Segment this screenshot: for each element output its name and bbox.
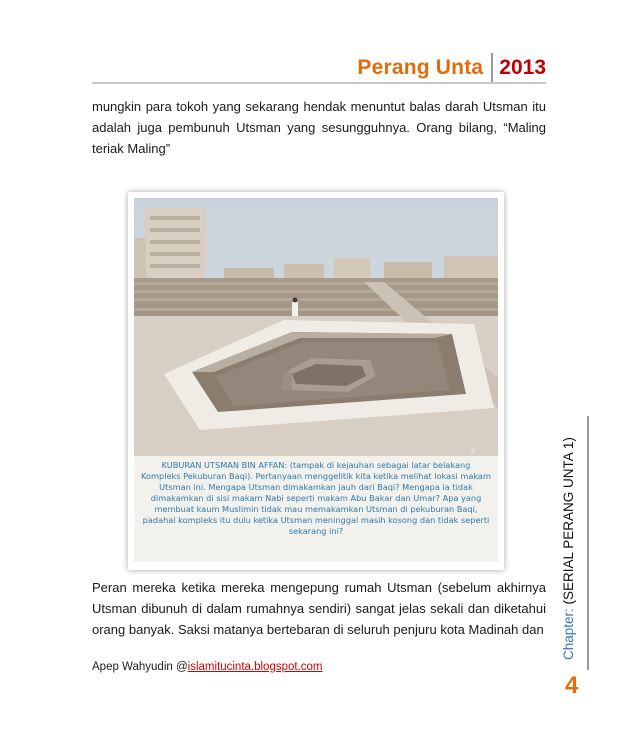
caption-line: sekarang ini? (288, 526, 344, 536)
photo-watermark: © (470, 448, 476, 455)
sidebar-divider (587, 416, 589, 670)
caption-line: KUBURAN UTSMAN BIN AFFAN: (tampak di kejauhan sebagai latar belakang (161, 460, 471, 470)
paragraph-bottom: Peran mereka ketika mereka mengepung rumah Utsman (sebelum akhirnya Utsman dibunuh di dalam rumahnya sendiri) sangat jelas sekali dan diketahui orang banyak. Saksi matanya bertebaran di seluruh penjuru kota Madinah dan (92, 580, 546, 637)
page-footer (92, 661, 323, 673)
paragraph-top: mungkin para tokoh yang sekarang hendak menuntut balas darah Utsman itu adalah juga pembunuh Utsman yang sesungguhnya. Orang bilang, “Maling teriak Maling” (92, 99, 546, 156)
caption-line: Kompleks Pekuburan Baqi). Pertanyaan menggelitik kita ketika melihat lokasi makam (141, 471, 491, 481)
photo-caption (134, 456, 498, 562)
caption-line: membuat kaum Muslimin tidak mau memakamkan Utsman di pekuburan Baqi, (154, 504, 478, 514)
header-rule (92, 82, 546, 84)
footer-blog-link[interactable]: islamitucinta.blogspot.com (187, 661, 323, 673)
chapter-prefix: Chapter: (561, 608, 576, 660)
footer-author: Apep Wahyudin @ (92, 661, 188, 673)
chapter-label (561, 410, 576, 660)
grave-photo (128, 192, 504, 570)
cemetery-scene-image (134, 198, 498, 456)
header-year: 2013 (499, 56, 546, 79)
caption-line: padahal kompleks itu dulu ketika Utsman meninggal masih kosong dan tidak seperti (142, 515, 490, 525)
caption-line: dimakamkan di sisi makam Nabi seperti makam Abu Bakar dan Umar? Apa yang (150, 493, 482, 503)
caption-line: Utsman ini. Mengapa Utsman dimakamkan jauh dari Baqi? Mengapa ia tidak (159, 482, 473, 492)
page-number: 4 (565, 672, 579, 699)
chapter-title: (SERIAL PERANG UNTA 1) (561, 437, 576, 609)
page-header (357, 54, 546, 82)
header-title: Perang Unta (357, 56, 484, 79)
